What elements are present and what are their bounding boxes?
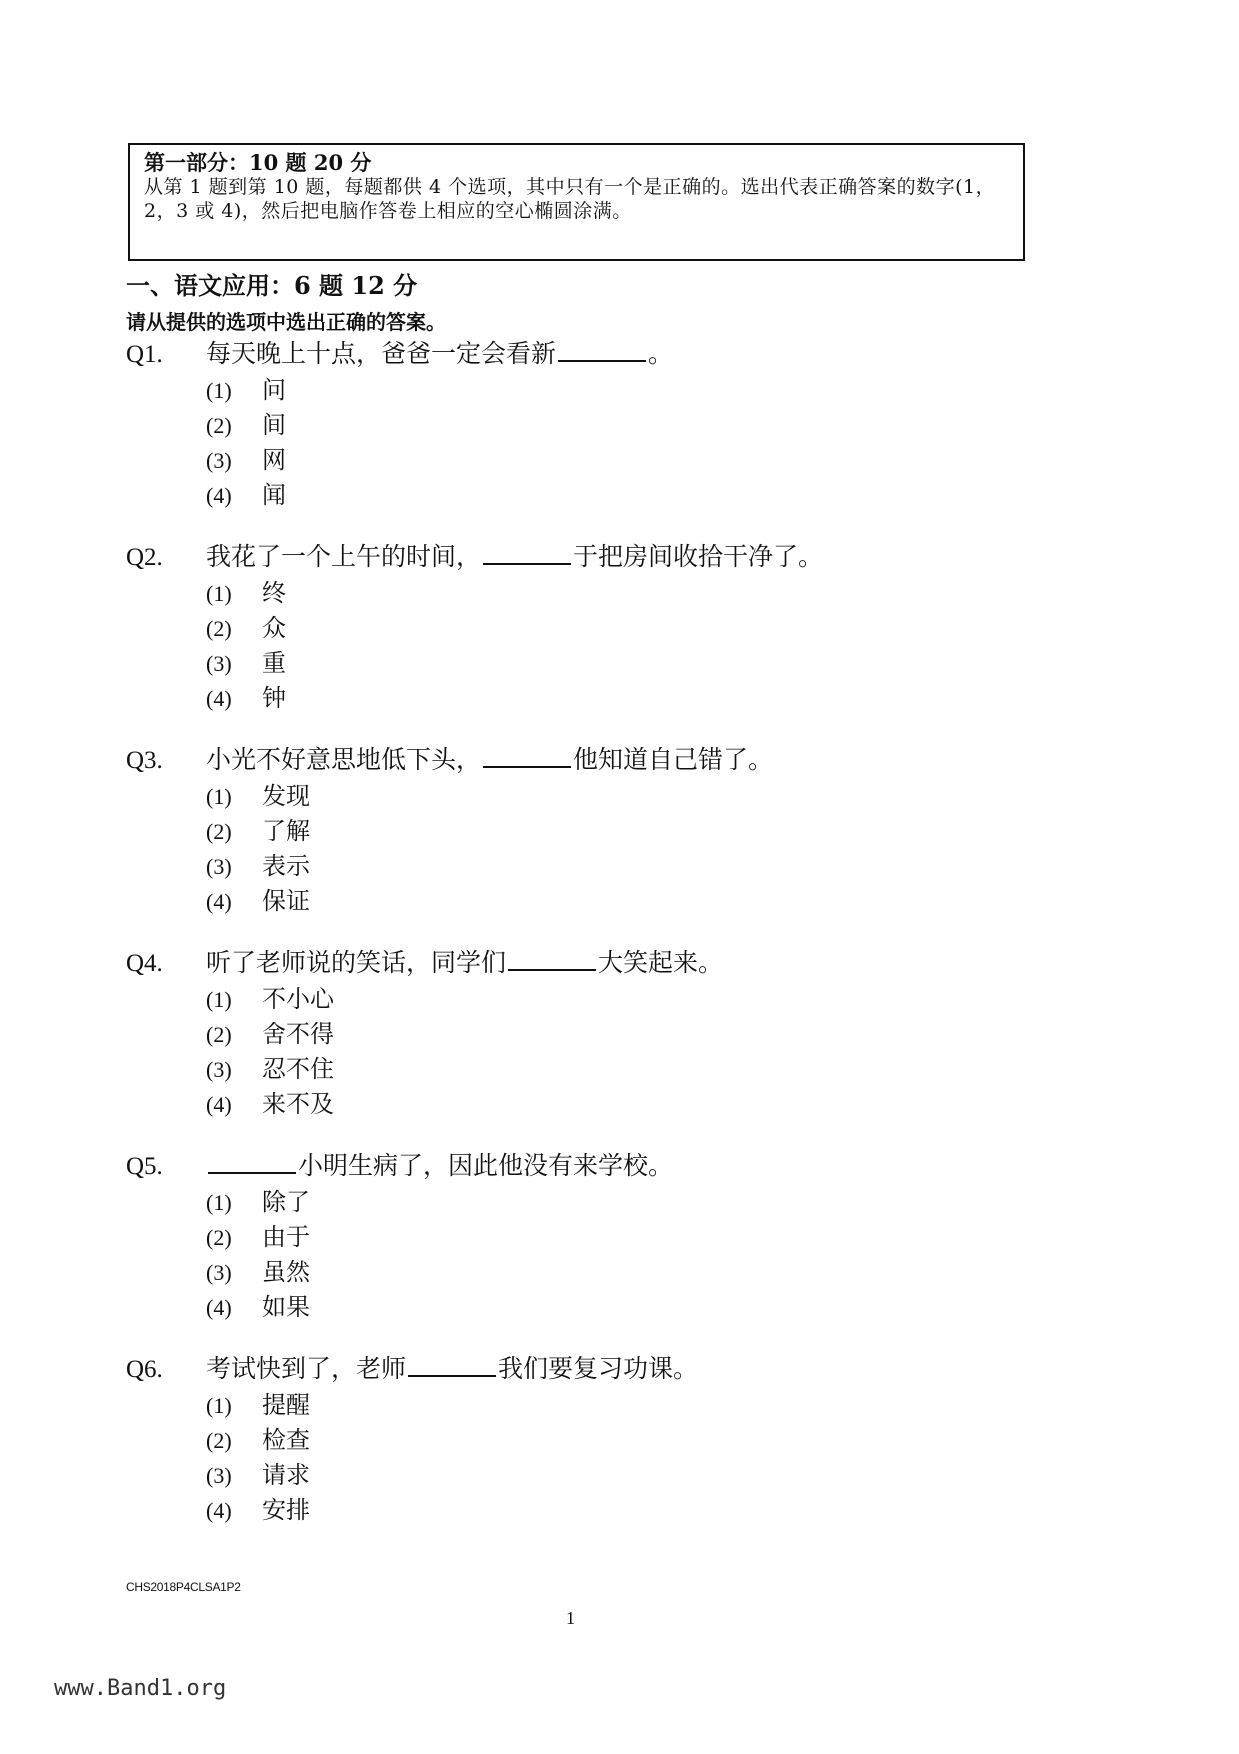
option-list [126,1185,1026,1325]
question-stem [126,1353,1026,1386]
option-number: (3) [206,651,232,676]
question-3 [126,744,1026,919]
instructions-title: 第一部分：10 题 20 分 [144,150,372,175]
stem-before: 考试快到了，老师 [206,1354,407,1383]
option-item [206,611,1026,646]
question-number: Q4. [126,950,163,977]
option-number: (1) [206,784,232,809]
option-text: 检查 [262,1426,310,1454]
option-item [206,884,1026,919]
option-item [206,1017,1026,1052]
option-item [206,982,1026,1017]
question-number: Q2. [126,544,163,571]
option-text: 如果 [262,1293,310,1321]
option-item [206,1493,1026,1528]
instructions-body: 从第 1 题到第 10 题，每题都供 4 个选项，其中只有一个是正确的。选出代表正确答案的数字(1，2，3 或 4)，然后把电脑作答卷上相应的空心椭圆涂满。 [144,176,996,222]
option-text: 保证 [262,887,310,915]
option-item [206,1185,1026,1220]
question-stem [126,541,1026,574]
question-number: Q1. [126,341,163,368]
option-item [206,443,1026,478]
stem-before: 我花了一个上午的时间， [206,542,482,571]
option-number: (2) [206,616,232,641]
option-number: (2) [206,819,232,844]
option-list [126,576,1026,716]
question-4 [126,947,1026,1122]
option-number: (1) [206,378,232,403]
option-item [206,478,1026,513]
stem-after: 大笑起来。 [598,948,724,977]
stem-before: 小光不好意思地低下头， [206,745,482,774]
option-text: 终 [262,579,286,607]
answer-blank [558,340,646,362]
option-item [206,1423,1026,1458]
answer-blank [483,746,571,768]
option-text: 了解 [262,817,310,845]
watermark-url: www.Band1.org [54,1676,227,1701]
question-2 [126,541,1026,716]
stem-before: 每天晚上十点，爸爸一定会看新 [206,339,557,368]
option-item [206,408,1026,443]
question-1 [126,338,1026,513]
option-text: 来不及 [262,1090,334,1118]
instructions-box [128,143,1025,261]
option-number: (4) [206,1092,232,1117]
section-title: 一、语文应用：6 题 12 分 [126,271,418,300]
option-text: 重 [262,649,286,677]
option-number: (4) [206,1498,232,1523]
option-text: 表示 [262,852,310,880]
question-5 [126,1150,1026,1325]
question-6 [126,1353,1026,1528]
question-stem [126,947,1026,980]
option-list [126,779,1026,919]
option-item [206,373,1026,408]
option-number: (4) [206,483,232,508]
option-item [206,646,1026,681]
option-number: (3) [206,1057,232,1082]
option-number: (4) [206,1295,232,1320]
option-text: 请求 [262,1461,310,1489]
section-note: 请从提供的选项中选出正确的答案。 [126,310,446,334]
option-text: 除了 [262,1188,310,1216]
option-number: (1) [206,1190,232,1215]
option-list [126,373,1026,513]
option-number: (2) [206,1428,232,1453]
option-number: (1) [206,581,232,606]
question-stem [126,338,1026,371]
option-item [206,576,1026,611]
option-text: 舍不得 [262,1020,334,1048]
option-item [206,1052,1026,1087]
option-number: (2) [206,1225,232,1250]
option-item [206,849,1026,884]
option-number: (1) [206,987,232,1012]
option-list [126,982,1026,1122]
option-text: 众 [262,614,286,642]
question-stem [126,744,1026,777]
option-number: (4) [206,686,232,711]
question-stem [126,1150,1026,1183]
option-list [126,1388,1026,1528]
option-number: (1) [206,1393,232,1418]
option-text: 问 [262,376,286,404]
option-text: 钟 [262,684,286,712]
option-item [206,1087,1026,1122]
question-number: Q5. [126,1153,163,1180]
answer-blank [508,949,596,971]
option-item [206,779,1026,814]
option-item [206,814,1026,849]
exam-code: CHS2018P4CLSA1P2 [126,1580,241,1594]
option-text: 不小心 [262,985,334,1013]
option-number: (2) [206,413,232,438]
option-text: 虽然 [262,1258,310,1286]
option-number: (3) [206,448,232,473]
option-text: 提醒 [262,1391,310,1419]
stem-after: 他知道自己错了。 [573,745,774,774]
stem-after: 于把房间收拾干净了。 [573,542,824,571]
question-number: Q3. [126,747,163,774]
answer-blank [483,543,571,565]
option-item [206,1220,1026,1255]
option-item [206,1255,1026,1290]
option-number: (4) [206,889,232,914]
option-text: 忍不住 [262,1055,334,1083]
option-number: (3) [206,854,232,879]
stem-before: 听了老师说的笑话，同学们 [206,948,507,977]
question-number: Q6. [126,1356,163,1383]
option-item [206,1458,1026,1493]
stem-after: 。 [648,339,674,368]
option-text: 网 [262,446,286,474]
stem-after: 我们要复习功课。 [498,1354,699,1383]
option-text: 间 [262,411,286,439]
option-number: (3) [206,1463,232,1488]
stem-after: 小明生病了，因此他没有来学校。 [298,1151,674,1180]
option-item [206,1388,1026,1423]
answer-blank [208,1152,296,1174]
page-number: 1 [566,1608,575,1628]
option-number: (3) [206,1260,232,1285]
option-text: 发现 [262,782,310,810]
option-number: (2) [206,1022,232,1047]
option-text: 安排 [262,1496,310,1524]
answer-blank [408,1355,496,1377]
option-text: 由于 [262,1223,310,1251]
option-item [206,1290,1026,1325]
option-item [206,681,1026,716]
option-text: 闻 [262,481,286,509]
